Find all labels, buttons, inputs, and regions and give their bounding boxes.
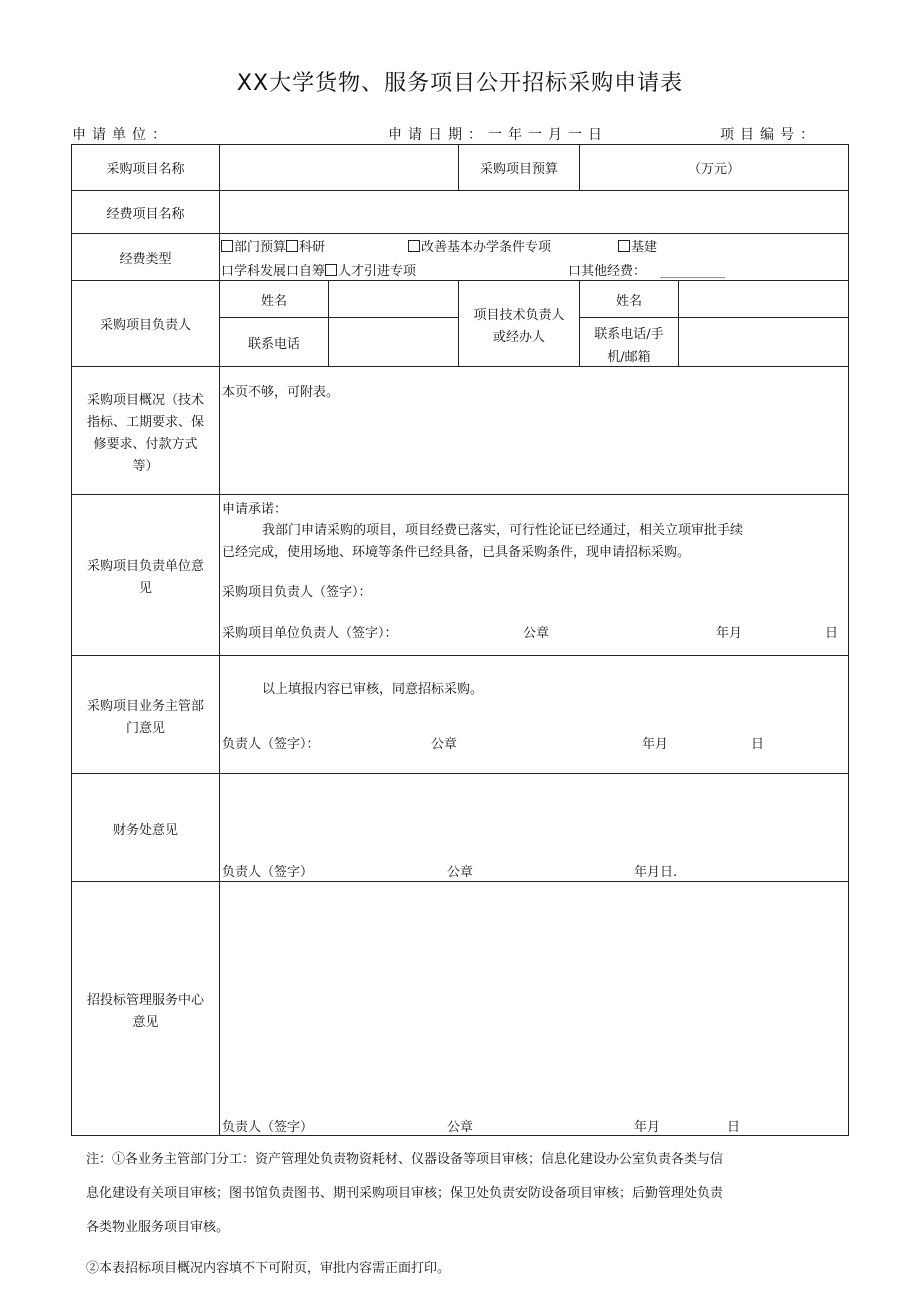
finance-seal: 公章 <box>447 865 474 880</box>
leader-phone-field[interactable] <box>330 320 456 364</box>
bidding-year-month: 年月 <box>634 1120 661 1135</box>
project-leader-label: 采购项目负责人 <box>99 318 191 333</box>
fund-type-option-improve <box>408 236 551 255</box>
option-dept-budget: 部门预算 <box>234 240 287 255</box>
dept-seal: 公章 <box>431 737 458 752</box>
unit-opinion-label-1: 采购项目负责单位意 <box>86 559 204 574</box>
tech-phone-field[interactable] <box>680 320 846 364</box>
checkbox-infrastructure[interactable] <box>618 240 630 252</box>
overview-content[interactable]: 本页不够，可附表。 <box>222 385 340 400</box>
bidding-opinion-label-1: 招投标管理服务中心 <box>86 993 204 1008</box>
option-improve-conditions: 改善基本办学条件专项 <box>421 240 552 255</box>
note-1-line-2: 息化建设有关项目审核；图书馆负责图书、期刊采购项目审核；保卫处负责安防设备项目审核；后勤管理处负责 <box>86 1186 724 1201</box>
option-talent: 人才引进专项 <box>338 264 417 279</box>
bidding-seal: 公章 <box>447 1120 474 1135</box>
tech-name-field[interactable] <box>680 283 846 315</box>
bidding-day: 日 <box>727 1120 741 1135</box>
fund-type-option-other <box>568 260 725 279</box>
checkbox-improve-conditions[interactable] <box>408 240 420 252</box>
project-number-label: 项目编号： <box>720 127 820 143</box>
checkbox-talent[interactable] <box>325 264 337 276</box>
option-discipline-self: 口学科发展口自筹 <box>221 264 326 279</box>
fund-project-name-label: 经费项目名称 <box>106 207 185 222</box>
promise-line-2: 已经完成，使用场地、环境等条件已经具备，已具备采购条件，现申请招标采购。 <box>222 545 691 560</box>
unit-seal: 公章 <box>523 626 550 641</box>
apply-date-label: 申请日期：一年一月一日 <box>388 127 608 143</box>
leader-name-field[interactable] <box>330 283 456 315</box>
leader-phone-label: 联系电话 <box>247 337 300 352</box>
bidding-leader-sign[interactable]: 负责人（签字） <box>222 1120 314 1135</box>
leader-name-label: 姓名 <box>260 294 287 309</box>
dept-day: 日 <box>751 737 765 752</box>
note-1-line-3: 各类物业服务项目审核。 <box>86 1220 230 1235</box>
checkbox-research[interactable] <box>286 240 298 252</box>
tech-phone-label-1: 联系电话/手 <box>594 327 664 342</box>
dept-opinion-label-1: 采购项目业务主管部 <box>86 699 204 714</box>
project-name-label: 采购项目名称 <box>106 162 185 177</box>
tech-leader-label-1: 项目技术负责人 <box>473 308 565 323</box>
project-name-field[interactable] <box>222 147 456 188</box>
tech-phone-label-2: 机/邮箱 <box>607 350 651 365</box>
applicant-unit-label: 申请单位： <box>72 127 172 143</box>
unit-year-month: 年月 <box>716 626 743 641</box>
fund-project-name-field[interactable] <box>222 193 846 231</box>
page-title: XX大学货物、服务项目公开招标采购申请表 <box>236 71 684 96</box>
project-leader-sign[interactable]: 采购项目负责人（签字）： <box>222 585 372 600</box>
other-fund-blank[interactable]: __________ <box>660 264 726 279</box>
fund-type-options-line1 <box>221 236 325 255</box>
unit-leader-sign[interactable]: 采购项目单位负责人（签字）： <box>222 626 398 641</box>
overview-label-3: 修要求、付款方式 <box>93 437 198 452</box>
note-2: ②本表招标项目概况内容填不下可附页，审批内容需正面打印。 <box>86 1261 451 1276</box>
option-other: 口其他经费： <box>568 264 647 279</box>
dept-leader-sign[interactable]: 负责人（签字）： <box>222 737 320 752</box>
promise-title: 申请承诺： <box>222 502 288 517</box>
finance-opinion-label: 财务处意见 <box>112 823 178 838</box>
option-infrastructure: 基建 <box>631 240 658 255</box>
dept-opinion-label-2: 门意见 <box>125 721 165 736</box>
unit-opinion-label-2: 见 <box>138 581 152 596</box>
fund-type-options-line2 <box>221 260 416 279</box>
tech-name-label: 姓名 <box>615 294 642 309</box>
bidding-opinion-label-2: 意见 <box>132 1015 159 1030</box>
finance-date: 年月日. <box>634 865 678 880</box>
overview-label-2: 指标、工期要求、保 <box>86 415 204 430</box>
option-research: 科研 <box>299 240 326 255</box>
checkbox-dept-budget[interactable] <box>221 240 233 252</box>
note-1-line-1: 注：①各业务主管部门分工：资产管理处负责物资耗材、仪器设备等项目审核；信息化建设办公室负责各类与信 <box>86 1152 724 1167</box>
fund-type-label: 经费类型 <box>119 252 172 267</box>
unit-day: 日 <box>825 626 839 641</box>
tech-leader-label-2: 或经办人 <box>492 330 545 345</box>
fund-type-option-infra <box>618 236 657 255</box>
budget-field[interactable]: （万元） <box>687 162 740 177</box>
overview-label-4: 等） <box>132 459 159 474</box>
overview-label-1: 采购项目概况（技术 <box>86 393 204 408</box>
promise-line-1: 我部门申请采购的项目，项目经费已落实，可行性论证已经通过，相关立项审批手续 <box>262 523 744 538</box>
finance-leader-sign[interactable]: 负责人（签字） <box>222 865 314 880</box>
dept-year-month: 年月 <box>642 737 669 752</box>
dept-opinion-content: 以上填报内容已审核，同意招标采购。 <box>262 682 484 697</box>
budget-label: 采购项目预算 <box>479 162 558 177</box>
